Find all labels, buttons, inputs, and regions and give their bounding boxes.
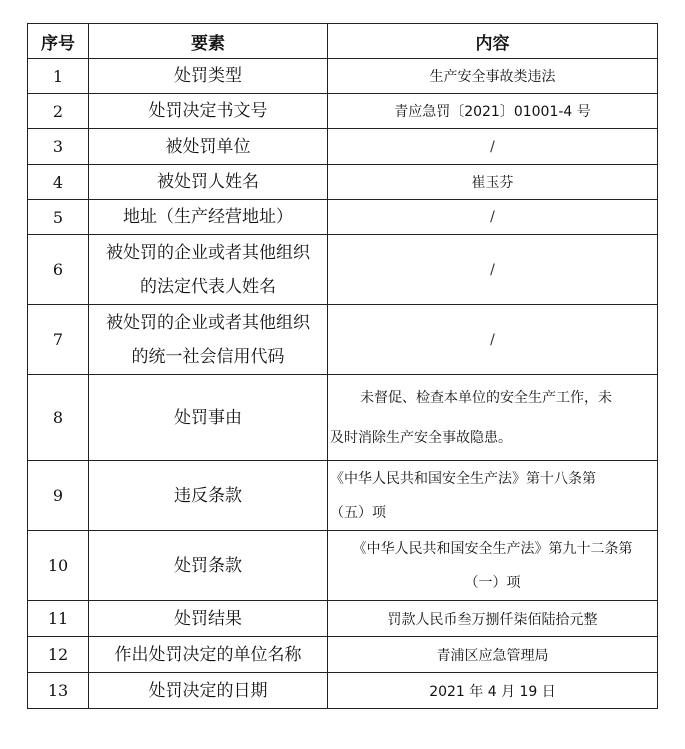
row-index: 3 xyxy=(28,129,89,165)
penalty-info-table xyxy=(27,23,658,709)
row-content: / xyxy=(328,129,658,165)
row-index: 5 xyxy=(28,200,89,235)
row-content xyxy=(328,375,658,461)
row-element: 被处罚单位 xyxy=(89,129,328,165)
row-content xyxy=(328,531,658,601)
table-row xyxy=(28,200,658,235)
row-index: 1 xyxy=(28,59,89,94)
row-index: 13 xyxy=(28,673,89,709)
row-content: / xyxy=(328,200,658,235)
row-element-line: 被处罚的企业或者其他组织 xyxy=(106,242,310,263)
header-index: 序号 xyxy=(28,24,89,59)
table-row xyxy=(28,637,658,673)
row-content: 崔玉芬 xyxy=(328,165,658,200)
row-content: / xyxy=(328,305,658,375)
table-row xyxy=(28,601,658,637)
row-content-line: 及时消除生产安全事故隐患。 xyxy=(330,429,512,446)
row-content: / xyxy=(328,235,658,305)
row-content: 生产安全事故类违法 xyxy=(328,59,658,94)
row-content-line: 《中华人民共和国安全生产法》第十八条第 xyxy=(330,470,596,487)
row-content-line: 未督促、检查本单位的安全生产工作，未 xyxy=(360,389,612,406)
row-content: 青应急罚〔2021〕01001-4 号 xyxy=(328,94,658,129)
row-element: 处罚决定书文号 xyxy=(89,94,328,129)
row-content xyxy=(328,461,658,531)
row-content: 2021 年 4 月 19 日 xyxy=(328,673,658,709)
table-row xyxy=(28,305,658,375)
table-row xyxy=(28,375,658,461)
row-element-line: 的统一社会信用代码 xyxy=(131,346,285,367)
row-index: 7 xyxy=(28,305,89,375)
table-row xyxy=(28,531,658,601)
row-content: 青浦区应急管理局 xyxy=(328,637,658,673)
row-element: 处罚结果 xyxy=(89,601,328,637)
row-element-line: 被处罚的企业或者其他组织 xyxy=(106,312,310,333)
row-index: 2 xyxy=(28,94,89,129)
row-content-line: 《中华人民共和国安全生产法》第九十二条第 xyxy=(352,540,633,557)
row-index: 4 xyxy=(28,165,89,200)
row-element xyxy=(89,235,328,305)
row-element: 地址（生产经营地址） xyxy=(89,200,328,235)
row-element: 违反条款 xyxy=(89,461,328,531)
row-element: 作出处罚决定的单位名称 xyxy=(89,637,328,673)
row-element: 处罚类型 xyxy=(89,59,328,94)
header-content: 内容 xyxy=(328,24,658,59)
row-index: 10 xyxy=(28,531,89,601)
table-row xyxy=(28,129,658,165)
table-row xyxy=(28,94,658,129)
row-index: 11 xyxy=(28,601,89,637)
row-index: 8 xyxy=(28,375,89,461)
row-element: 被处罚人姓名 xyxy=(89,165,328,200)
row-content: 罚款人民币叁万捌仟柒佰陆拾元整 xyxy=(328,601,658,637)
row-index: 6 xyxy=(28,235,89,305)
table-row xyxy=(28,673,658,709)
table-row xyxy=(28,461,658,531)
row-index: 9 xyxy=(28,461,89,531)
table-row xyxy=(28,59,658,94)
table-header-row xyxy=(28,24,658,59)
table-row xyxy=(28,235,658,305)
header-element: 要素 xyxy=(89,24,328,59)
row-element: 处罚决定的日期 xyxy=(89,673,328,709)
table-row xyxy=(28,165,658,200)
row-element: 处罚事由 xyxy=(89,375,328,461)
row-element-line: 的法定代表人姓名 xyxy=(140,276,276,297)
row-index: 12 xyxy=(28,637,89,673)
row-content-line: （一）项 xyxy=(464,574,521,591)
row-content-line: （五）项 xyxy=(330,504,386,521)
row-element xyxy=(89,305,328,375)
row-element: 处罚条款 xyxy=(89,531,328,601)
